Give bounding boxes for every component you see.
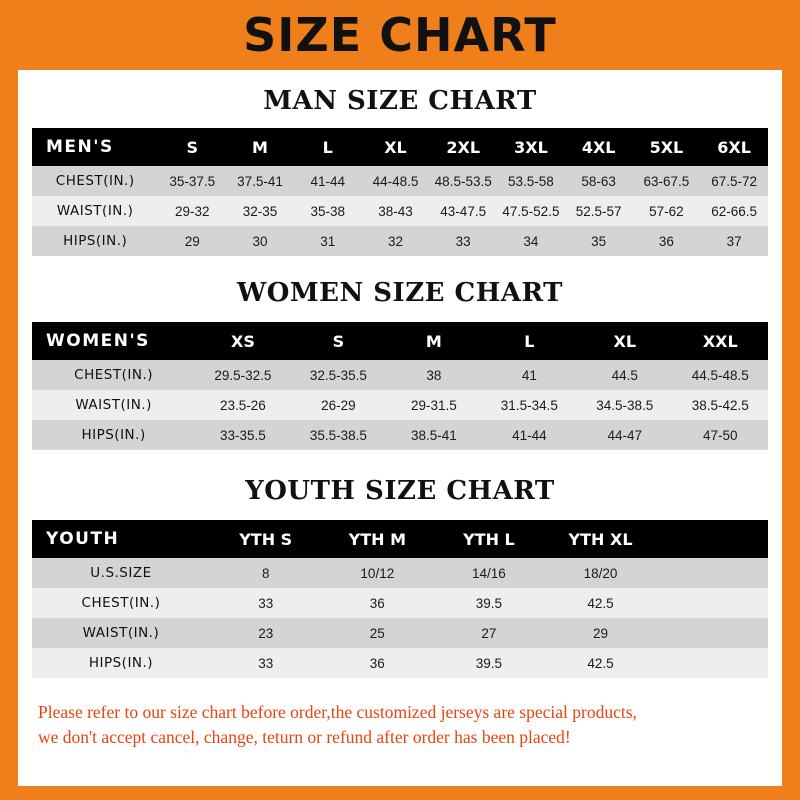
women-col-l: L (524, 331, 535, 351)
man-col-4xl: 4XL (581, 137, 616, 157)
youth-hips-l: 39.5 (475, 655, 503, 671)
youth-col-spacer (656, 520, 768, 558)
youth-chest-xl: 42.5 (587, 595, 614, 611)
women-hips-s: 35.5-38.5 (309, 427, 367, 443)
women-hips-xxl: 47-50 (703, 427, 738, 443)
women-chest-l: 41 (521, 367, 537, 383)
man-row-label-waist: WAIST(IN.) (56, 203, 134, 219)
man-chest-2xl: 48.5-53.5 (434, 173, 492, 189)
youth-ussize-s: 8 (261, 565, 270, 581)
order-notice (32, 700, 768, 751)
youth-chest-spacer (656, 588, 768, 618)
women-waist-m: 29-31.5 (410, 397, 457, 413)
man-col-m: M (252, 137, 268, 157)
women-col-xxl: XXL (702, 331, 738, 351)
man-chest-4xl: 58-63 (581, 173, 616, 189)
women-hips-l: 41-44 (512, 427, 547, 443)
youth-row-label-ussize: U.S.SIZE (90, 565, 152, 581)
man-waist-5xl: 57-62 (649, 203, 684, 219)
man-hips-l: 31 (320, 233, 336, 249)
man-chest-3xl: 53.5-58 (508, 173, 554, 189)
women-hips-m: 38.5-41 (410, 427, 457, 443)
youth-waist-spacer (656, 618, 768, 648)
man-hips-m: 30 (252, 233, 268, 249)
man-row-label-chest: CHEST(IN.) (55, 173, 135, 189)
youth-hips-m: 36 (369, 655, 385, 671)
women-table-corner: WOMEN'S (46, 331, 150, 351)
man-col-l: L (322, 137, 333, 157)
page-title: SIZE CHART (243, 8, 557, 62)
women-waist-l: 31.5-34.5 (500, 397, 558, 413)
man-chest-l: 41-44 (310, 173, 345, 189)
footer-bar (0, 786, 800, 800)
man-col-xl: XL (384, 137, 407, 157)
youth-row-label-waist: WAIST(IN.) (82, 625, 160, 641)
man-table-corner: MEN'S (46, 137, 114, 157)
man-col-5xl: 5XL (649, 137, 684, 157)
women-hips-xl: 44-47 (607, 427, 643, 443)
women-chest-xl: 44.5 (611, 367, 638, 383)
youth-col-xl: YTH XL (568, 529, 633, 549)
women-hips-xs: 33-35.5 (220, 427, 266, 443)
youth-waist-m: 25 (369, 625, 385, 641)
women-chest-xs: 29.5-32.5 (214, 367, 272, 383)
man-table-body (32, 166, 768, 256)
man-row-label-hips: HIPS(IN.) (63, 233, 128, 249)
women-col-s: S (332, 331, 345, 351)
man-waist-4xl: 52.5-57 (575, 203, 622, 219)
women-table-body (32, 360, 768, 450)
youth-waist-l: 27 (481, 625, 497, 641)
table-row (32, 588, 768, 618)
youth-ussize-xl: 18/20 (583, 565, 618, 581)
man-col-3xl: 3XL (514, 137, 548, 157)
table-row (32, 648, 768, 678)
table-row (32, 166, 768, 196)
man-hips-xl: 32 (387, 233, 403, 249)
women-table-header (32, 322, 768, 360)
youth-row-label-chest: CHEST(IN.) (81, 595, 161, 611)
table-header-row (32, 128, 768, 166)
youth-hips-s: 33 (258, 655, 274, 671)
man-chest-s: 35-37.5 (169, 173, 216, 189)
table-row (32, 420, 768, 450)
women-section-title: WOMEN SIZE CHART (237, 278, 563, 308)
youth-table-body (32, 558, 768, 678)
man-waist-l: 35-38 (310, 203, 345, 219)
man-hips-4xl: 35 (591, 233, 607, 249)
man-waist-s: 29-32 (174, 203, 210, 219)
youth-hips-spacer (656, 648, 768, 678)
man-waist-3xl: 47.5-52.5 (502, 203, 560, 219)
man-waist-xl: 38-43 (378, 203, 413, 219)
youth-waist-xl: 29 (593, 625, 609, 641)
women-col-xl: XL (613, 331, 637, 351)
table-header-row (32, 322, 768, 360)
youth-col-l: YTH L (463, 529, 515, 549)
man-size-table (32, 128, 768, 256)
women-waist-xl: 34.5-38.5 (596, 397, 654, 413)
women-size-table (32, 322, 768, 450)
man-hips-6xl: 37 (726, 233, 742, 249)
man-chest-xl: 44-48.5 (372, 173, 419, 189)
man-section-title: MAN SIZE CHART (263, 86, 537, 116)
table-row (32, 226, 768, 256)
women-waist-xxl: 38.5-42.5 (691, 397, 749, 413)
table-row (32, 360, 768, 390)
youth-section-title: YOUTH SIZE CHART (245, 476, 555, 506)
man-chest-6xl: 67.5-72 (711, 173, 758, 189)
women-row-label-hips: HIPS(IN.) (81, 427, 146, 443)
man-hips-5xl: 36 (658, 233, 674, 249)
youth-chest-m: 36 (369, 595, 385, 611)
youth-hips-xl: 42.5 (587, 655, 614, 671)
youth-size-table (32, 520, 768, 678)
man-waist-6xl: 62-66.5 (711, 203, 758, 219)
women-row-label-chest: CHEST(IN.) (74, 367, 153, 383)
man-table-header (32, 128, 768, 166)
women-chest-xxl: 44.5-48.5 (691, 367, 749, 383)
youth-chest-s: 33 (258, 595, 274, 611)
youth-ussize-l: 14/16 (472, 565, 506, 581)
table-row (32, 196, 768, 226)
man-waist-m: 32-35 (242, 203, 278, 219)
man-chest-5xl: 63-67.5 (643, 173, 690, 189)
man-col-2xl: 2XL (446, 137, 481, 157)
youth-ussize-m: 10/12 (360, 565, 395, 581)
man-col-s: S (186, 137, 199, 157)
table-header-row (32, 520, 768, 558)
man-chest-m: 37.5-41 (237, 173, 283, 189)
women-waist-xs: 23.5-26 (220, 397, 266, 413)
youth-chest-l: 39.5 (475, 595, 503, 611)
table-row (32, 390, 768, 420)
order-notice-line-2: we don't accept cancel, change, teturn or refund after order has been placed! (38, 727, 571, 748)
women-row-label-waist: WAIST(IN.) (75, 397, 152, 413)
youth-table-corner: YOUTH (46, 529, 120, 549)
women-waist-s: 26-29 (321, 397, 356, 413)
women-col-m: M (425, 331, 442, 351)
banner (0, 0, 800, 70)
content (18, 86, 782, 751)
youth-col-m: YTH M (348, 529, 407, 549)
women-chest-s: 32.5-35.5 (309, 367, 367, 383)
man-col-6xl: 6XL (717, 137, 751, 157)
man-waist-2xl: 43-47.5 (440, 203, 487, 219)
man-hips-s: 29 (184, 233, 200, 249)
man-hips-2xl: 33 (455, 233, 471, 249)
man-hips-3xl: 34 (523, 233, 539, 249)
youth-table-header (32, 520, 768, 558)
youth-waist-s: 23 (258, 625, 274, 641)
order-notice-line-1: Please refer to our size chart before order,the customized jerseys are special products, (38, 702, 637, 722)
table-row (32, 618, 768, 648)
youth-col-s: YTH S (239, 529, 293, 549)
table-row (32, 558, 768, 588)
women-chest-m: 38 (426, 367, 442, 383)
youth-row-label-hips: HIPS(IN.) (88, 655, 154, 671)
youth-ussize-spacer (656, 558, 768, 588)
women-col-xs: XS (230, 331, 255, 351)
